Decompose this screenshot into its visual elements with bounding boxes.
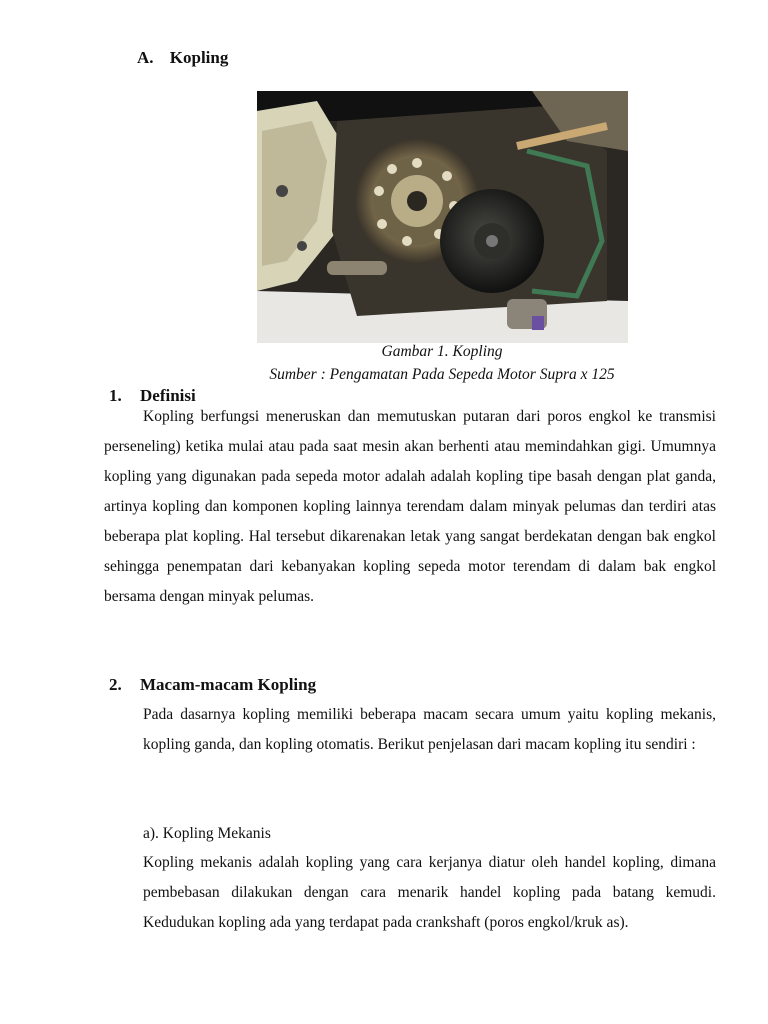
subsection-a-paragraph: Kopling mekanis adalah kopling yang cara kerjanya diatur oleh handel kopling, dimana pembebasan dilakukan dengan cara menarik handel kopling pada batang kemudi. Kedudukan kopling ada yang terdapat pada crankshaft (poros engkol/kruk as). xyxy=(143,854,716,931)
section-1-title: Definisi xyxy=(140,386,196,405)
section-a-heading xyxy=(137,48,228,68)
section-2-heading xyxy=(109,675,316,695)
figure-source: Sumber : Pengamatan Pada Sepeda Motor Supra x 125 xyxy=(269,366,615,383)
section-1-paragraph: Kopling berfungsi meneruskan dan memutuskan putaran dari poros engkol ke transmisi perseneling) ketika mulai atau pada saat mesin akan berhenti atau memindahkan gigi. Umumnya kopling yang digunakan pada sepeda motor adalah adalah kopling tipe basah dengan plat ganda, artinya kopling dan komponen kopling lainnya terendam dalam minyak pelumas dan terdiri atas beberapa plat kopling. Hal tersebut dikarenakan letak yang sangat berdekatan dengan bak engkol sehingga penempatan dari kebanyakan kopling sepeda motor terendam di dalam bak engkol bersama dengan minyak pelumas. xyxy=(104,408,716,605)
section-1-number: 1. xyxy=(109,386,122,405)
clutch-photo xyxy=(257,91,628,343)
section-2-number: 2. xyxy=(109,675,122,694)
section-a-title: Kopling xyxy=(169,48,229,67)
figure-caption: Gambar 1. Kopling xyxy=(381,343,503,360)
section-2-title: Macam-macam Kopling xyxy=(140,675,317,694)
subsection-a-title: a). Kopling Mekanis xyxy=(143,825,271,842)
section-a-marker: A. xyxy=(137,48,154,67)
section-2-paragraph: Pada dasarnya kopling memiliki beberapa macam secara umum yaitu kopling mekanis, kopling ganda, dan kopling otomatis. Berikut penjelasan dari macam kopling itu sendiri : xyxy=(143,706,716,753)
